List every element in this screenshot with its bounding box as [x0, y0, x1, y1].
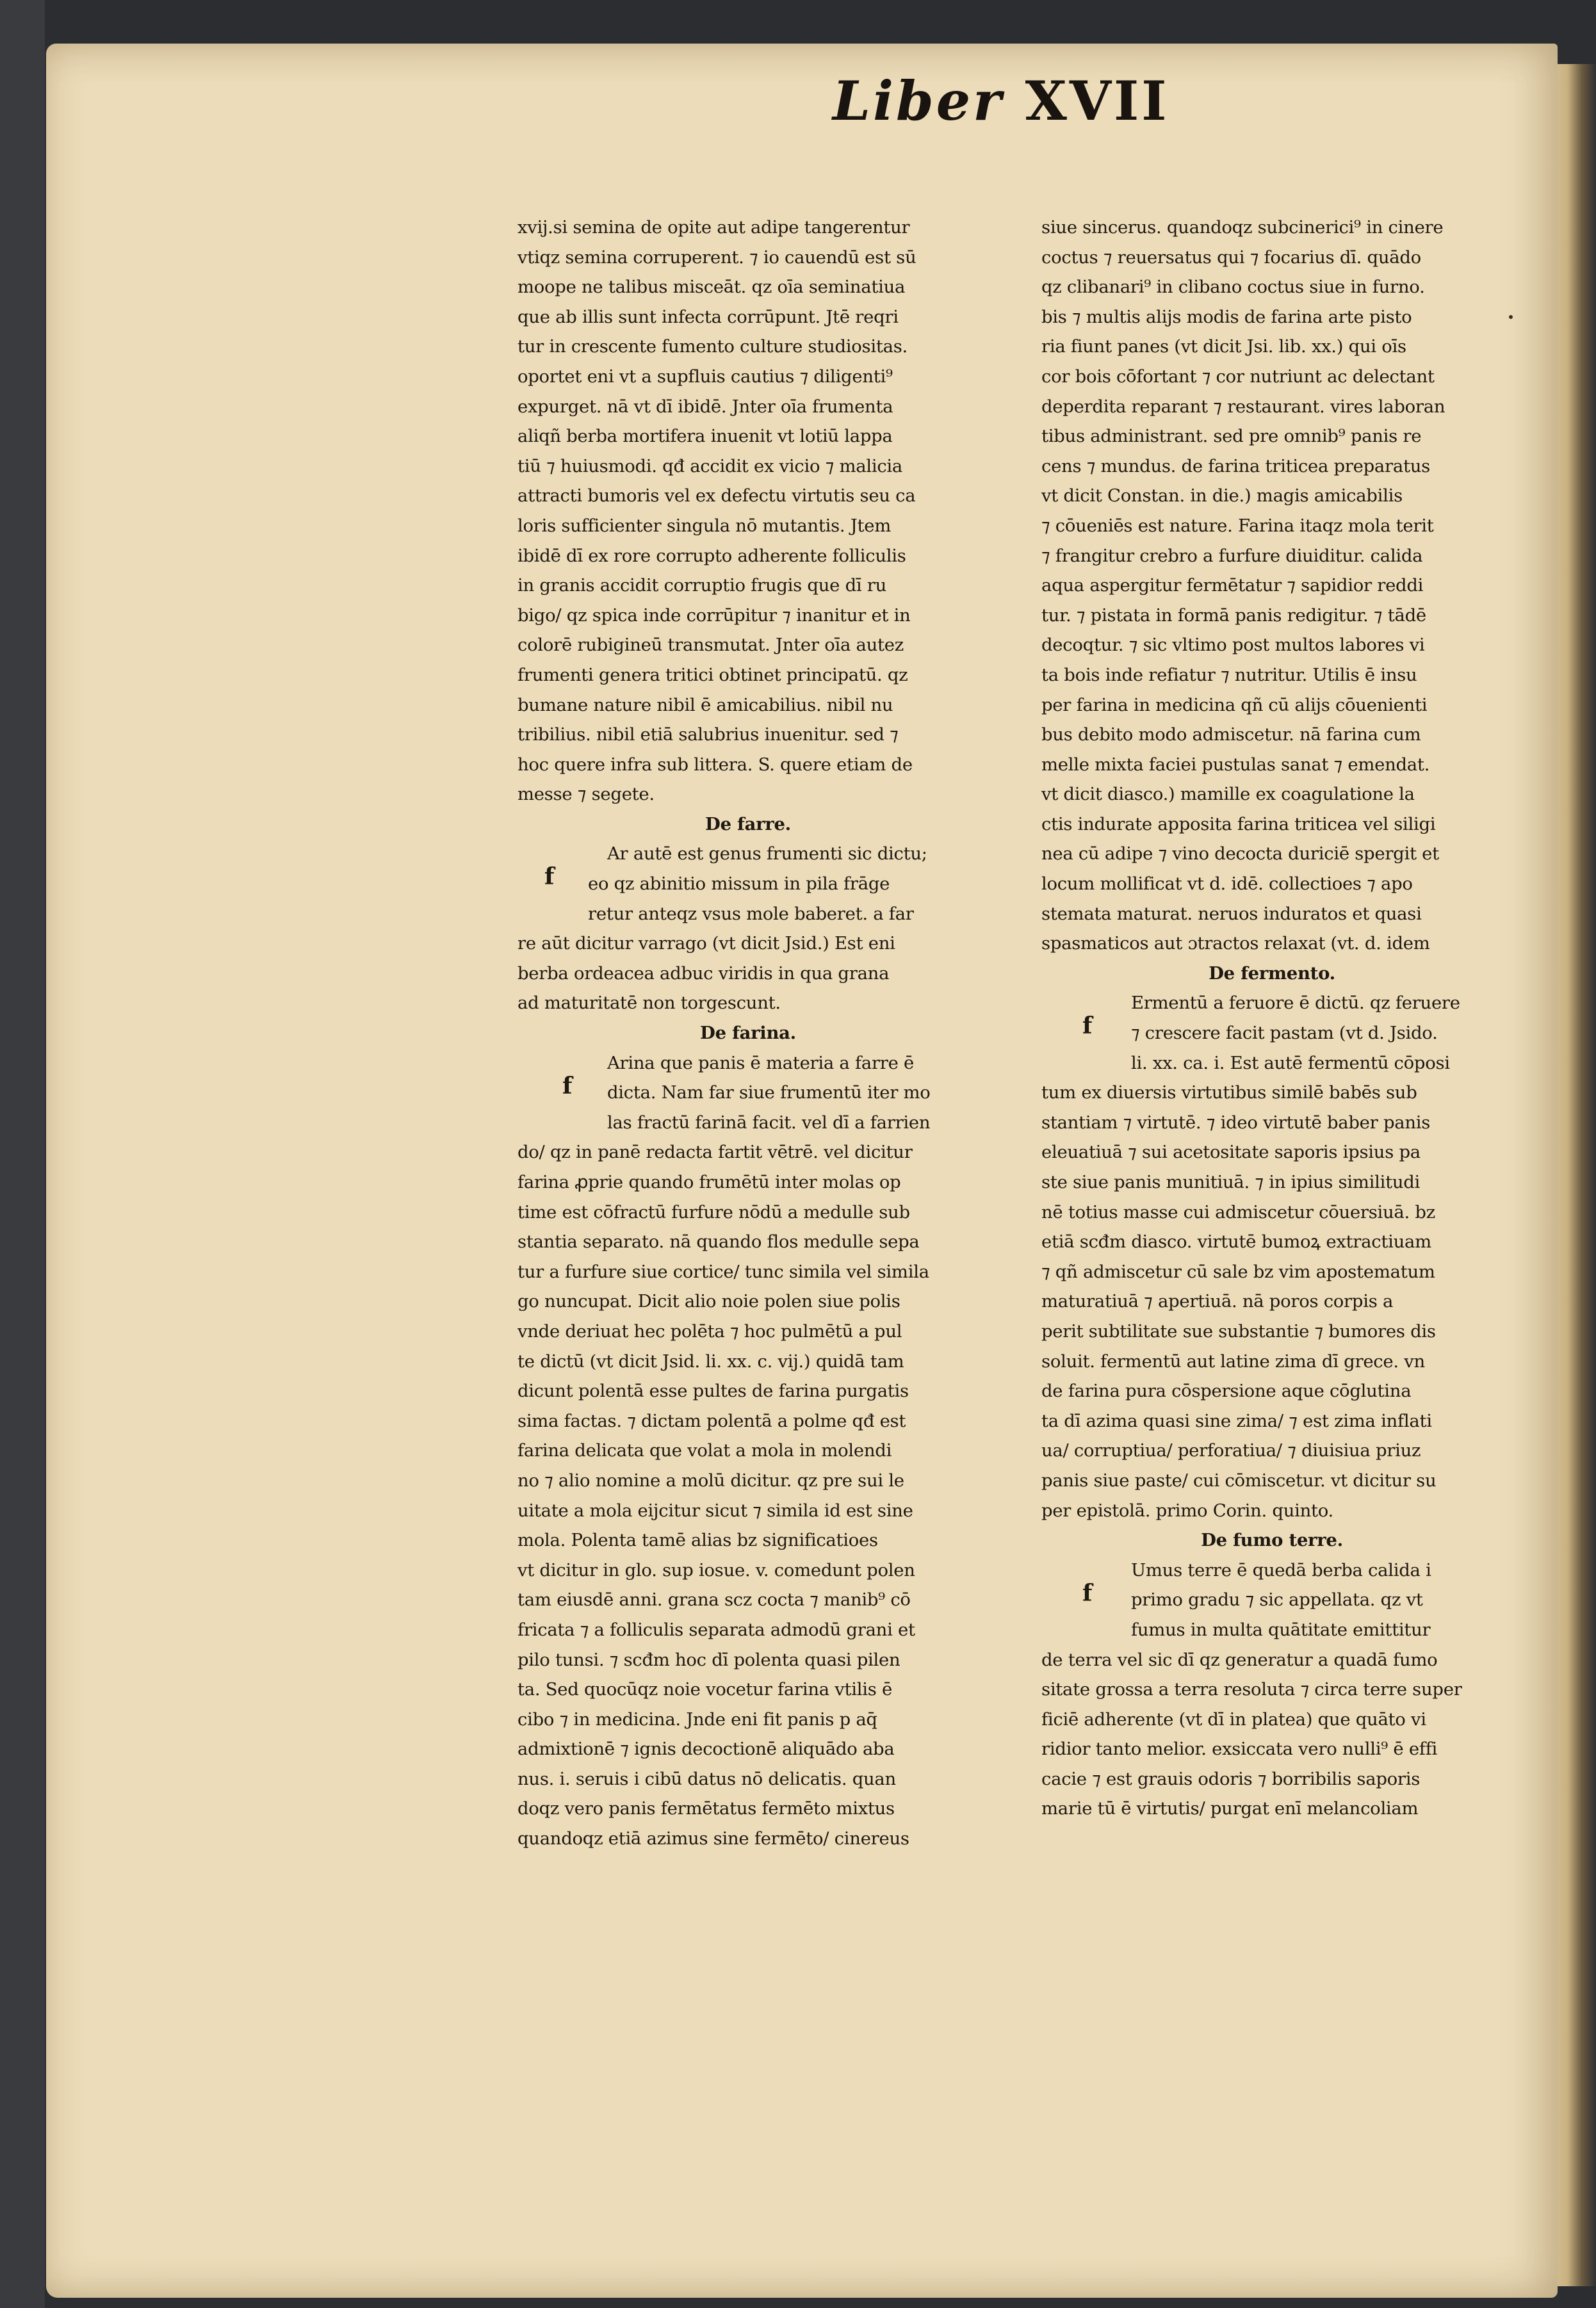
text-line: fricata ⁊ a folliculis separata admodū grani et: [517, 1619, 915, 1640]
left-text-column: [517, 213, 979, 1854]
right-main-text: [1041, 213, 1502, 959]
text-line: cens ⁊ mundus. de farina triticea preparatus: [1041, 455, 1430, 476]
fermento-line-1: Ermentū a feruore ē dictū. qz feruere: [1131, 993, 1460, 1014]
text-line: ste siue panis munitiuā. ⁊ in ipius similitudi: [1041, 1172, 1421, 1192]
fumo-line-1: Umus terre ē quedā berba calida i: [1131, 1559, 1431, 1581]
text-line: farina delicata que volat a mola in molendi: [517, 1440, 892, 1461]
text-line: per farina in medicina qñ cū alijs cōuenienti: [1041, 694, 1428, 715]
text-line: doqz vero panis fermētatus fermēto mixtus: [517, 1798, 895, 1819]
text-line: ⁊ cōueniēs est nature. Farina itaqz mola terit: [1041, 515, 1434, 536]
fumo-continuation: [1041, 1645, 1502, 1824]
text-line: in granis accidit corruptio frugis que dī ru: [517, 575, 887, 596]
drop-initial-fermento: f: [1082, 1012, 1093, 1040]
text-line: de farina pura cōspersione aque cōglutina: [1041, 1381, 1412, 1402]
text-line: nea cū adipe ⁊ vino decocta duriciē spergit et: [1041, 843, 1439, 865]
fumo-line-3: fumus in multa quātitate emittitur: [1131, 1619, 1431, 1640]
farre-paragraph: [517, 839, 979, 1018]
drop-initial-farre: f: [544, 863, 555, 891]
text-line: bumane nature nibil ē amicabilius. nibil nu: [517, 694, 893, 715]
text-line: berba ordeacea adbuc viridis in qua grana: [517, 963, 890, 984]
farina-paragraph: [517, 1048, 979, 1854]
left-main-text: [517, 213, 979, 809]
text-line: etiā scđm diasco. virtutē bumoꝝ extractiuam: [1041, 1231, 1431, 1253]
text-line: xvij.si semina de opite aut adipe tangerentur: [517, 217, 910, 238]
running-header: [833, 69, 1169, 140]
farre-continuation: [517, 929, 979, 1018]
text-line: ficiē adherente (vt dī in platea) que quāto vi: [1041, 1709, 1426, 1730]
text-line: ridior tanto melior. exsiccata vero nulli⁹ ē effi: [1041, 1739, 1438, 1760]
text-line: tam eiusdē anni. grana scz cocta ⁊ manib⁹ cō: [517, 1589, 911, 1611]
text-line: go nuncupat. Dicit alio noie polen siue polis: [517, 1291, 900, 1312]
text-line: decoqtur. ⁊ sic vltimo post multos labores vi: [1041, 635, 1425, 656]
text-line: maturatiuā ⁊ apertiuā. nā poros corpis a: [1041, 1291, 1394, 1312]
text-line: stemata maturat. neruos induratos et quasi: [1041, 903, 1422, 924]
text-line: tibus administrant. sed pre omnib⁹ panis re: [1041, 426, 1422, 447]
drop-initial-farina: f: [562, 1072, 573, 1100]
drop-initial-fumo: f: [1082, 1579, 1093, 1607]
text-line: uitate a mola eijcitur sicut ⁊ simila id est sine: [517, 1500, 913, 1521]
text-line: tiū ⁊ huiusmodi. qđ accidit ex vicio ⁊ malicia: [517, 455, 903, 476]
text-line: tur in crescente fumento culture studiositas.: [517, 336, 908, 357]
text-line: bigo/ qz spica inde corrūpitur ⁊ inanitur et in: [517, 605, 911, 626]
text-line: ta. Sed quocūqz noie vocetur farina vtilis ē: [517, 1679, 892, 1700]
text-line: siue sincerus. quandoqz subcinerici⁹ in cinere: [1041, 217, 1444, 238]
fermento-continuation: [1041, 1078, 1502, 1525]
text-line: vtiqz semina corruperent. ⁊ io cauendū est sū: [517, 247, 916, 268]
text-line: no ⁊ alio nomine a molū dicitur. qz pre sui le: [517, 1470, 904, 1491]
fumo-paragraph: [1041, 1556, 1502, 1824]
text-line: locum mollificat vt d. idē. collectioes ⁊ apo: [1041, 874, 1413, 895]
text-line: coctus ⁊ reuersatus qui ⁊ focarius dī. quādo: [1041, 247, 1421, 268]
fermento-line-2: ⁊ crescere facit pastam (vt d. Jsido.: [1131, 1023, 1438, 1044]
text-line: moope ne talibus misceāt. qz oīa seminatiua: [517, 277, 906, 298]
text-line: ria fiunt panes (vt dicit Jsi. lib. xx.) qui oīs: [1041, 336, 1406, 357]
text-line: spasmaticos aut ɔtractos relaxat (vt. d. idem: [1041, 933, 1430, 954]
text-line: cor bois cōfortant ⁊ cor nutriunt ac delectant: [1041, 366, 1435, 387]
text-line: perit subtilitate sue substantie ⁊ bumores dis: [1041, 1321, 1436, 1342]
text-line: mola. Polenta tamē alias bz significatioes: [517, 1530, 878, 1551]
text-line: panis siue paste/ cui cōmiscetur. vt dicitur su: [1041, 1470, 1437, 1491]
text-line: deperdita reparant ⁊ restaurant. vires laboran: [1041, 396, 1445, 417]
fumo-line-2: primo gradu ⁊ sic appellata. qz vt: [1131, 1589, 1423, 1611]
text-line: qz clibanari⁹ in clibano coctus siue in furno.: [1041, 277, 1425, 298]
fermento-line-3: li. xx. ca. i. Est autē fermentū cōposi: [1131, 1052, 1450, 1073]
text-line: time est cōfractū furfure nōdū a medulle sub: [517, 1201, 910, 1223]
text-line: loris sufficienter singula nō mutantis. Jtem: [517, 515, 892, 536]
text-line: dicunt polentā esse pultes de farina purgatis: [517, 1381, 909, 1402]
text-line: cibo ⁊ in medicina. Jnde eni fit panis p aq̄: [517, 1709, 877, 1730]
text-line: do/ qz in panē redacta fartit vētrē. vel dicitur: [517, 1142, 913, 1163]
heading-de-fermento: De fermento.: [1209, 963, 1335, 984]
text-line: stantia separato. nā quando flos medulle sepa: [517, 1231, 920, 1253]
heading-de-farina: De farina.: [700, 1023, 796, 1044]
farina-line-1: Arina que panis ē materia a farre ē: [607, 1052, 915, 1073]
text-line: expurget. nā vt dī ibidē. Jnter oīa frumenta: [517, 396, 893, 417]
farina-line-2: dicta. Nam far siue frumentū iter mo: [607, 1082, 931, 1103]
text-line: ⁊ qñ admiscetur cū sale bz vim apostematum: [1041, 1261, 1435, 1282]
text-line: nē totius masse cui admiscetur cōuersiuā. bz: [1041, 1201, 1435, 1223]
text-line: tum ex diuersis virtutibus similē babēs sub: [1041, 1082, 1417, 1103]
heading-de-farre: De farre.: [705, 813, 791, 834]
text-line: marie tū ē virtutis/ purgat enī melancoliam: [1041, 1798, 1419, 1819]
text-line: attracti bumoris vel ex defectu virtutis seu ca: [517, 485, 916, 507]
book-binding-left: [0, 0, 45, 2308]
text-line: farina ꝓprie quando frumētū inter molas op: [517, 1172, 901, 1192]
farina-line-3: las fractū farinā facit. vel dī a farrien: [607, 1112, 931, 1133]
farre-line-1: Ar autē est genus frumenti sic dictu;: [607, 843, 927, 865]
text-line: tur. ⁊ pistata in formā panis redigitur. ⁊ tādē: [1041, 605, 1426, 626]
text-line: cacie ⁊ est grauis odoris ⁊ borribilis saporis: [1041, 1768, 1421, 1789]
text-line: tribilius. nibil etiā salubrius inuenitur. sed ⁊: [517, 724, 899, 745]
text-line: bus debito modo admiscetur. nā farina cum: [1041, 724, 1421, 745]
text-line: pilo tunsi. ⁊ scđm hoc dī polenta quasi pilen: [517, 1649, 900, 1670]
right-text-column: [1041, 213, 1502, 1824]
text-line: frumenti genera tritici obtinet principatū. qz: [517, 664, 908, 685]
text-line: hoc quere infra sub littera. S. quere etiam de: [517, 754, 913, 775]
text-line: ta dī azima quasi sine zima/ ⁊ est zima inflati: [1041, 1410, 1432, 1431]
farre-line-3: retur anteqz vsus mole baberet. a far: [588, 903, 914, 924]
text-line: per epistolā. primo Corin. quinto.: [1041, 1500, 1333, 1521]
text-line: te dictū (vt dicit Jsid. li. xx. c. vij.) quidā tam: [517, 1351, 904, 1372]
text-line: soluit. fermentū aut latine zima dī grece. vn: [1041, 1351, 1425, 1372]
text-line: re aūt dicitur varrago (vt dicit Jsid.) Est eni: [517, 933, 895, 954]
text-line: ta bois inde refiatur ⁊ nutritur. Utilis ē insu: [1041, 664, 1417, 685]
farina-continuation: [517, 1137, 979, 1853]
header-word: Liber: [833, 69, 1004, 133]
text-line: eleuatiuā ⁊ sui acetositate saporis ipsius pa: [1041, 1142, 1421, 1163]
text-line: sima factas. ⁊ dictam polentā a polme qđ est: [517, 1410, 906, 1431]
text-line: ⁊ frangitur crebro a furfure diuiditur. calida: [1041, 545, 1423, 566]
text-line: ad maturitatē non torgescunt.: [517, 993, 781, 1014]
text-line: ibidē dī ex rore corrupto adherente folliculis: [517, 545, 906, 566]
text-line: vt dicit Constan. in die.) magis amicabilis: [1041, 485, 1403, 507]
text-line: colorē rubigineū transmutat. Jnter oīa autez: [517, 635, 904, 656]
fermento-paragraph: [1041, 988, 1502, 1525]
text-line: nus. i. seruis i cibū datus nō delicatis. quan: [517, 1768, 896, 1789]
text-line: messe ⁊ segete.: [517, 784, 655, 805]
text-line: vnde deriuat hec polēta ⁊ hoc pulmētū a pul: [517, 1321, 902, 1342]
farre-line-2: eo qz abinitio missum in pila frāge: [588, 874, 890, 895]
text-line: tur a furfure siue cortice/ tunc simila vel simila: [517, 1261, 929, 1282]
text-line: vt dicitur in glo. sup iosue. v. comedunt polen: [517, 1559, 915, 1581]
text-line: sitate grossa a terra resoluta ⁊ circa terre super: [1041, 1679, 1462, 1700]
text-line: quandoqz etiā azimus sine fermēto/ cinereus: [517, 1828, 909, 1849]
text-line: vt dicit diasco.) mamille ex coagulatione la: [1041, 784, 1415, 805]
text-line: de terra vel sic dī qz generatur a quadā fumo: [1041, 1649, 1438, 1670]
heading-de-fumo-terre: De fumo terre.: [1201, 1530, 1343, 1551]
text-line: ctis indurate apposita farina triticea vel siligi: [1041, 813, 1436, 834]
text-line: aliqñ berba mortifera inuenit vt lotiū lappa: [517, 426, 893, 447]
text-line: ua/ corruptiua/ perforatiua/ ⁊ diuisiua priuz: [1041, 1440, 1421, 1461]
text-line: que ab illis sunt infecta corrūpunt. Jtē reqri: [517, 306, 899, 327]
header-book-number: XVII: [1025, 69, 1169, 133]
text-line: stantiam ⁊ virtutē. ⁊ ideo virtutē baber panis: [1041, 1112, 1431, 1133]
text-line: admixtionē ⁊ ignis decoctionē aliquādo aba: [517, 1739, 895, 1760]
text-line: melle mixta faciei pustulas sanat ⁊ emendat.: [1041, 754, 1430, 775]
text-line: bis ⁊ multis alijs modis de farina arte pisto: [1041, 306, 1412, 327]
ink-spot: [1509, 315, 1513, 319]
text-line: aqua aspergitur fermētatur ⁊ sapidior reddi: [1041, 575, 1424, 596]
text-line: oportet eni vt a supfluis cautius ⁊ diligenti⁹: [517, 366, 893, 387]
